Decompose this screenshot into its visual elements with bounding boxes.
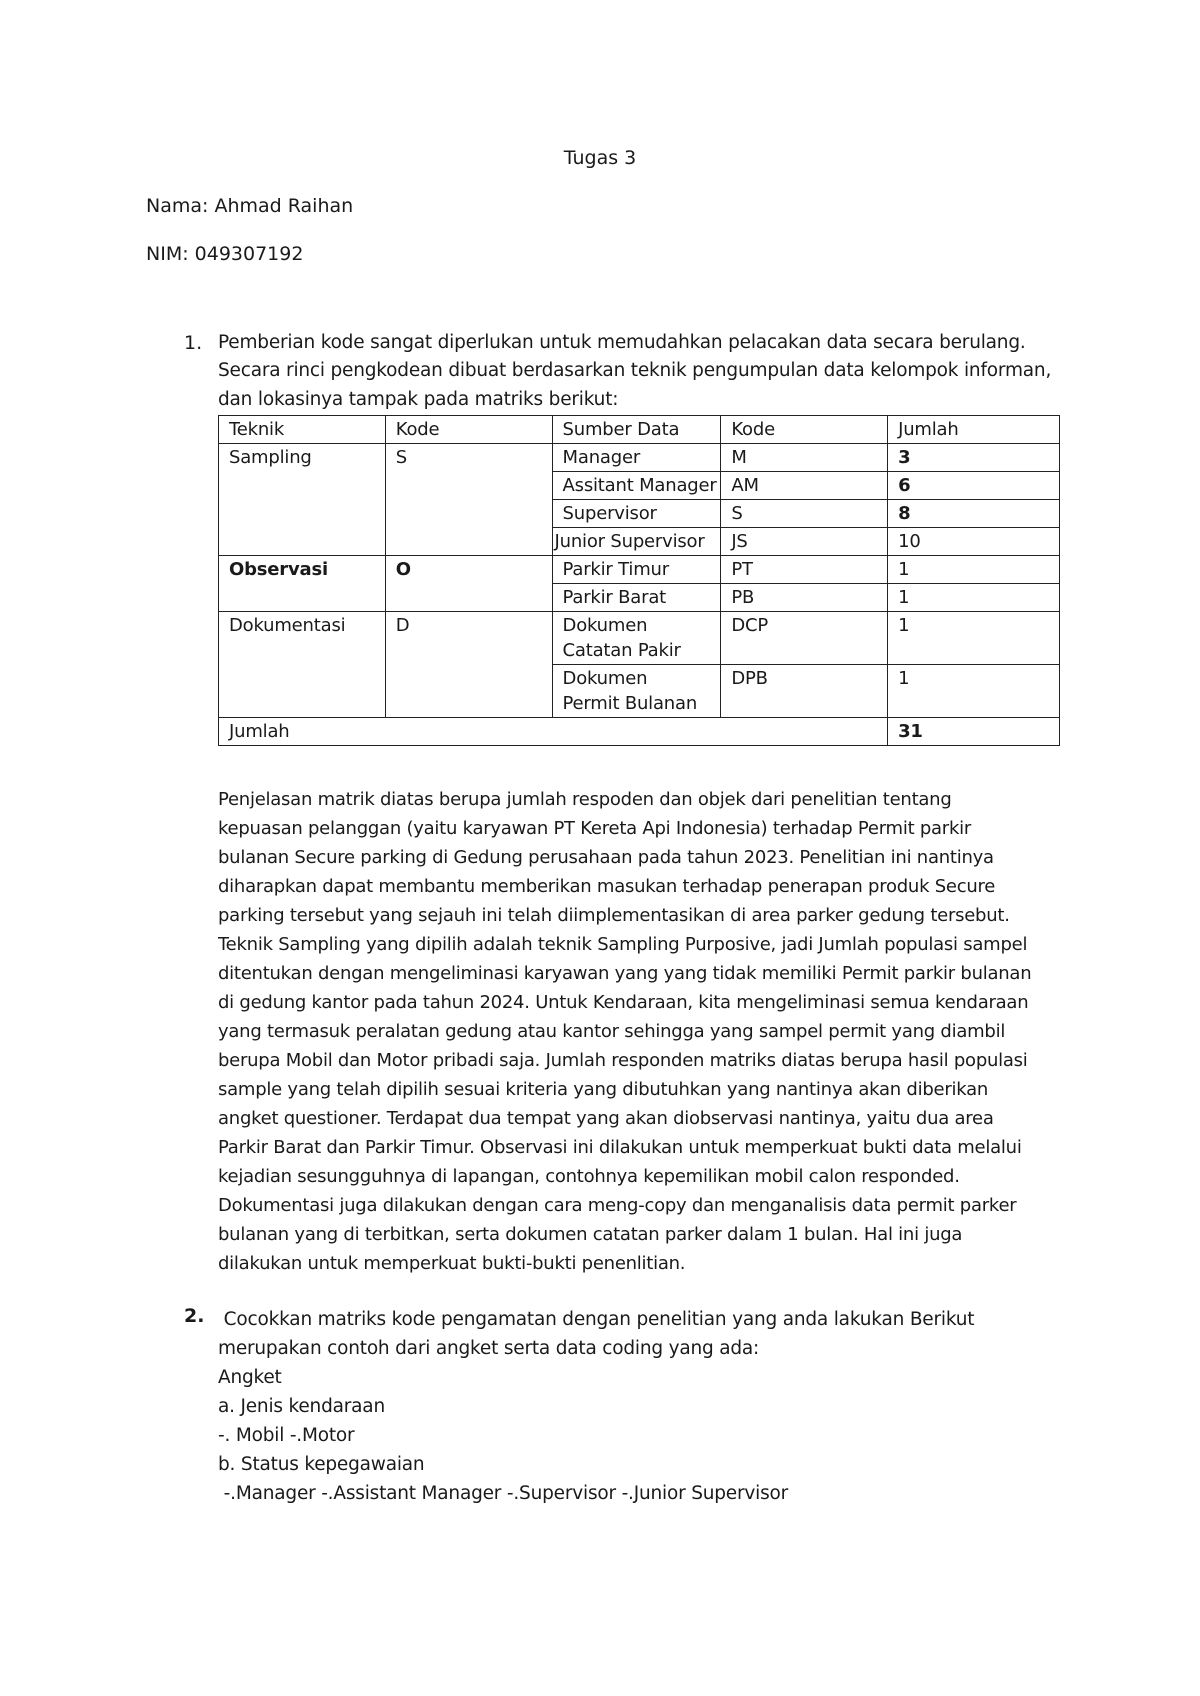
header-sumber-data: Sumber Data (552, 416, 721, 444)
sumber-cell: Manager (552, 444, 721, 472)
jumlah-cell: 1 (888, 612, 1060, 665)
teknik-cell: Dokumentasi (219, 612, 386, 718)
q1-explanation (218, 785, 1068, 1278)
sumber-line: Dokumen (562, 615, 648, 636)
q2-body (218, 1305, 974, 1508)
explanation-line: di gedung kantor pada tahun 2024. Untuk Kendaraan, kita mengeliminasi semua kendaraan (218, 992, 1029, 1013)
table-header-row (219, 416, 1060, 444)
q2-number: 2. (184, 1305, 205, 1327)
q1-intro-line: Secara rinci pengkodean dibuat berdasarkan teknik pengumpulan data kelompok informan, (218, 360, 1052, 381)
total-value: 31 (888, 718, 1060, 746)
explanation-line: Parkir Barat dan Parkir Timur. Observasi ini dilakukan untuk memperkuat bukti data melalui (218, 1137, 1022, 1158)
jumlah-cell: 8 (888, 500, 1060, 528)
explanation-line: bulanan yang di terbitkan, serta dokumen catatan parker dalam 1 bulan. Hal ini juga (218, 1224, 963, 1245)
q2-line: Cocokkan matriks kode pengamatan dengan penelitian yang anda lakukan Berikut (218, 1309, 975, 1330)
explanation-line: dilakukan untuk memperkuat bukti-bukti penenlitian. (218, 1253, 686, 1274)
header-kode-sumber: Kode (721, 416, 888, 444)
sumber-cell: Supervisor (552, 500, 721, 528)
sumber-kode-cell: PB (721, 584, 888, 612)
sumber-cell (552, 665, 721, 718)
sumber-cell (552, 612, 721, 665)
table-row (219, 556, 1060, 584)
q2-line: -.Manager -.Assistant Manager -.Supervisor -.Junior Supervisor (218, 1483, 789, 1504)
sumber-kode-cell: AM (721, 472, 888, 500)
kode-cell: O (385, 556, 552, 612)
q2-line: merupakan contoh dari angket serta data coding yang ada: (218, 1338, 760, 1359)
document-title: Tugas 3 (563, 147, 637, 169)
sumber-kode-cell: PT (721, 556, 888, 584)
jumlah-cell: 1 (888, 584, 1060, 612)
explanation-line: Teknik Sampling yang dipilih adalah teknik Sampling Purposive, jadi Jumlah populasi sampel (218, 934, 1028, 955)
explanation-line: kepuasan pelanggan (yaitu karyawan PT Kereta Api Indonesia) terhadap Permit parkir (218, 818, 972, 839)
explanation-line: Dokumentasi juga dilakukan dengan cara meng-copy dan menganalisis data permit parker (218, 1195, 1017, 1216)
explanation-line: berupa Mobil dan Motor pribadi saja. Jumlah responden matriks diatas berupa hasil populasi (218, 1050, 1028, 1071)
sumber-cell: Parkir Barat (552, 584, 721, 612)
explanation-line: diharapkan dapat membantu memberikan masukan terhadap penerapan produk Secure (218, 876, 996, 897)
student-nim: NIM: 049307192 (146, 243, 304, 265)
q1-intro-line: dan lokasinya tampak pada matriks berikut: (218, 389, 619, 410)
q2-line: -. Mobil -.Motor (218, 1425, 355, 1446)
q2-line: Angket (218, 1367, 282, 1388)
header-kode: Kode (385, 416, 552, 444)
explanation-line: Penjelasan matrik diatas berupa jumlah respoden dan objek dari penelitian tentang (218, 789, 952, 810)
q1-intro-line: Pemberian kode sangat diperlukan untuk memudahkan pelacakan data secara berulang. (218, 332, 1026, 353)
teknik-cell: Observasi (219, 556, 386, 612)
sumber-line: Catatan Pakir (562, 640, 681, 661)
sumber-cell: Assitant Manager (552, 472, 721, 500)
explanation-line: bulanan Secure parking di Gedung perusahaan pada tahun 2023. Penelitian ini nantinya (218, 847, 994, 868)
sumber-kode-cell: M (721, 444, 888, 472)
explanation-line: sample yang telah dipilih sesuai kriteria yang dibutuhkan yang nantinya akan diberikan (218, 1079, 989, 1100)
q2-line: b. Status kepegawaian (218, 1454, 425, 1475)
q1-number: 1. (184, 332, 203, 354)
student-name: Nama: Ahmad Raihan (146, 195, 354, 217)
explanation-line: ditentukan dengan mengeliminasi karyawan yang yang tidak memiliki Permit parkir bulanan (218, 963, 1032, 984)
table-row (219, 444, 1060, 472)
sumber-cell: Parkir Timur (552, 556, 721, 584)
sumber-line: Dokumen (562, 668, 648, 689)
explanation-line: parking tersebut yang sejauh ini telah diimplementasikan di area parker gedung tersebut. (218, 905, 1010, 926)
sumber-line: Permit Bulanan (562, 693, 698, 714)
jumlah-cell: 1 (888, 665, 1060, 718)
jumlah-cell: 3 (888, 444, 1060, 472)
jumlah-cell: 10 (888, 528, 1060, 556)
table-total-row (219, 718, 1060, 746)
sumber-kode-cell: JS (721, 528, 888, 556)
coding-matrix-table (218, 415, 1060, 746)
sumber-kode-cell: DCP (721, 612, 888, 665)
jumlah-cell: 1 (888, 556, 1060, 584)
explanation-line: angket questioner. Terdapat dua tempat yang akan diobservasi nantinya, yaitu dua area (218, 1108, 994, 1129)
kode-cell: D (385, 612, 552, 718)
header-teknik: Teknik (219, 416, 386, 444)
q2-line: a. Jenis kendaraan (218, 1396, 385, 1417)
kode-cell: S (385, 444, 552, 556)
explanation-line: yang termasuk peralatan gedung atau kantor sehingga yang sampel permit yang diambil (218, 1021, 1006, 1042)
sumber-cell: Junior Supervisor (552, 528, 721, 556)
explanation-line: kejadian sesungguhnya di lapangan, contohnya kepemilikan mobil calon responded. (218, 1166, 960, 1187)
teknik-cell: Sampling (219, 444, 386, 556)
header-jumlah: Jumlah (888, 416, 1060, 444)
jumlah-cell: 6 (888, 472, 1060, 500)
sumber-kode-cell: S (721, 500, 888, 528)
total-label: Jumlah (219, 718, 888, 746)
sumber-kode-cell: DPB (721, 665, 888, 718)
table-row (219, 612, 1060, 665)
